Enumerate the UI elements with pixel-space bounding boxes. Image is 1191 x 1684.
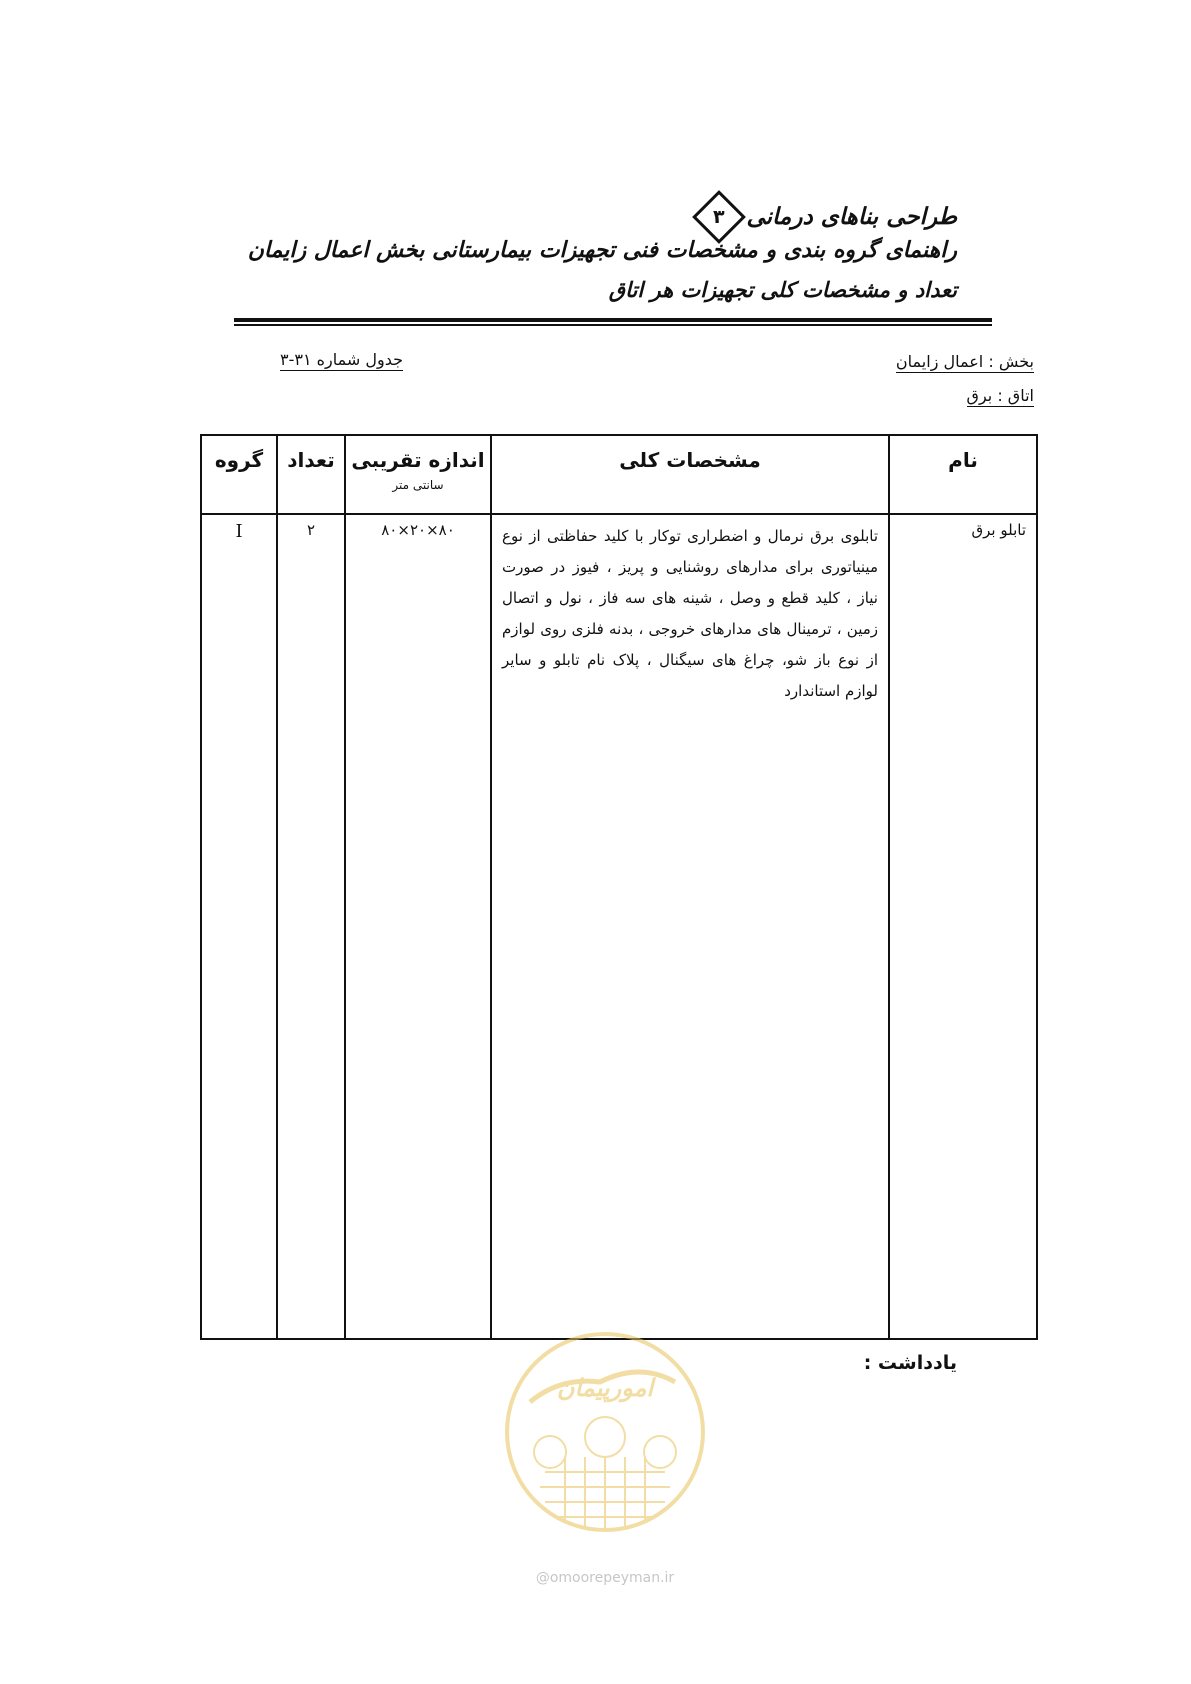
section-title: تعداد و مشخصات کلی تجهیزات هر اتاق [608, 278, 957, 302]
header-size-unit: سانتی متر [392, 478, 444, 492]
header-rule-thin [234, 324, 992, 326]
header-specs: مشخصات کلی [491, 435, 889, 514]
header-rule [234, 318, 992, 322]
table-header-row [201, 435, 1037, 514]
room-label: اتاق : برق [966, 386, 1034, 405]
series-number: ۳ [713, 206, 726, 229]
watermark-logo-text: امورپیمان [556, 1374, 654, 1402]
series-title-line [700, 198, 957, 236]
cell-group: I [201, 514, 277, 1339]
cell-name: تابلو برق [889, 514, 1037, 1339]
watermark-logo [490, 1322, 720, 1602]
department-label: بخش : اعمال زایمان [895, 352, 1034, 371]
cell-size: ۸۰×۲۰×۸۰ [345, 514, 491, 1339]
equipment-table [200, 434, 1038, 1340]
header-group: گروه [201, 435, 277, 514]
series-number-badge [693, 190, 747, 244]
header-size: اندازه تقریبی سانتی متر [345, 435, 491, 514]
cell-specs: تابلوی برق نرمال و اضطراری توکار با کلید حفاظتی از نوع مینیاتوری برای مدارهای روشنایی و پریز ، فیوز در صورت نیاز ، کلید قطع و وصل ، شینه های سه فاز ، نول و اتصال زمین ، ترمینال های مدارهای خروجی ، بدنه فلزی روی لوازم از نوع باز شو، چراغ های سیگنال ، پلاک نام تابلو و سایر لوازم استاندارد [491, 514, 889, 1339]
note-label: یادداشت : [863, 1352, 957, 1374]
header-count: تعداد [277, 435, 345, 514]
watermark-emblem-icon [490, 1322, 720, 1602]
table-row [201, 514, 1037, 1339]
cell-count: ۲ [277, 514, 345, 1339]
header-name: نام [889, 435, 1037, 514]
series-title: طراحی بناهای درمانی [746, 204, 957, 230]
watermark-site: @omoorepeyman.ir [535, 1570, 675, 1586]
table-number: جدول شماره ۳۱-۳ [280, 350, 404, 369]
guide-title: راهنمای گروه بندی و مشخصات فنی تجهیزات بیمارستانی بخش اعمال زایمان [247, 238, 957, 263]
